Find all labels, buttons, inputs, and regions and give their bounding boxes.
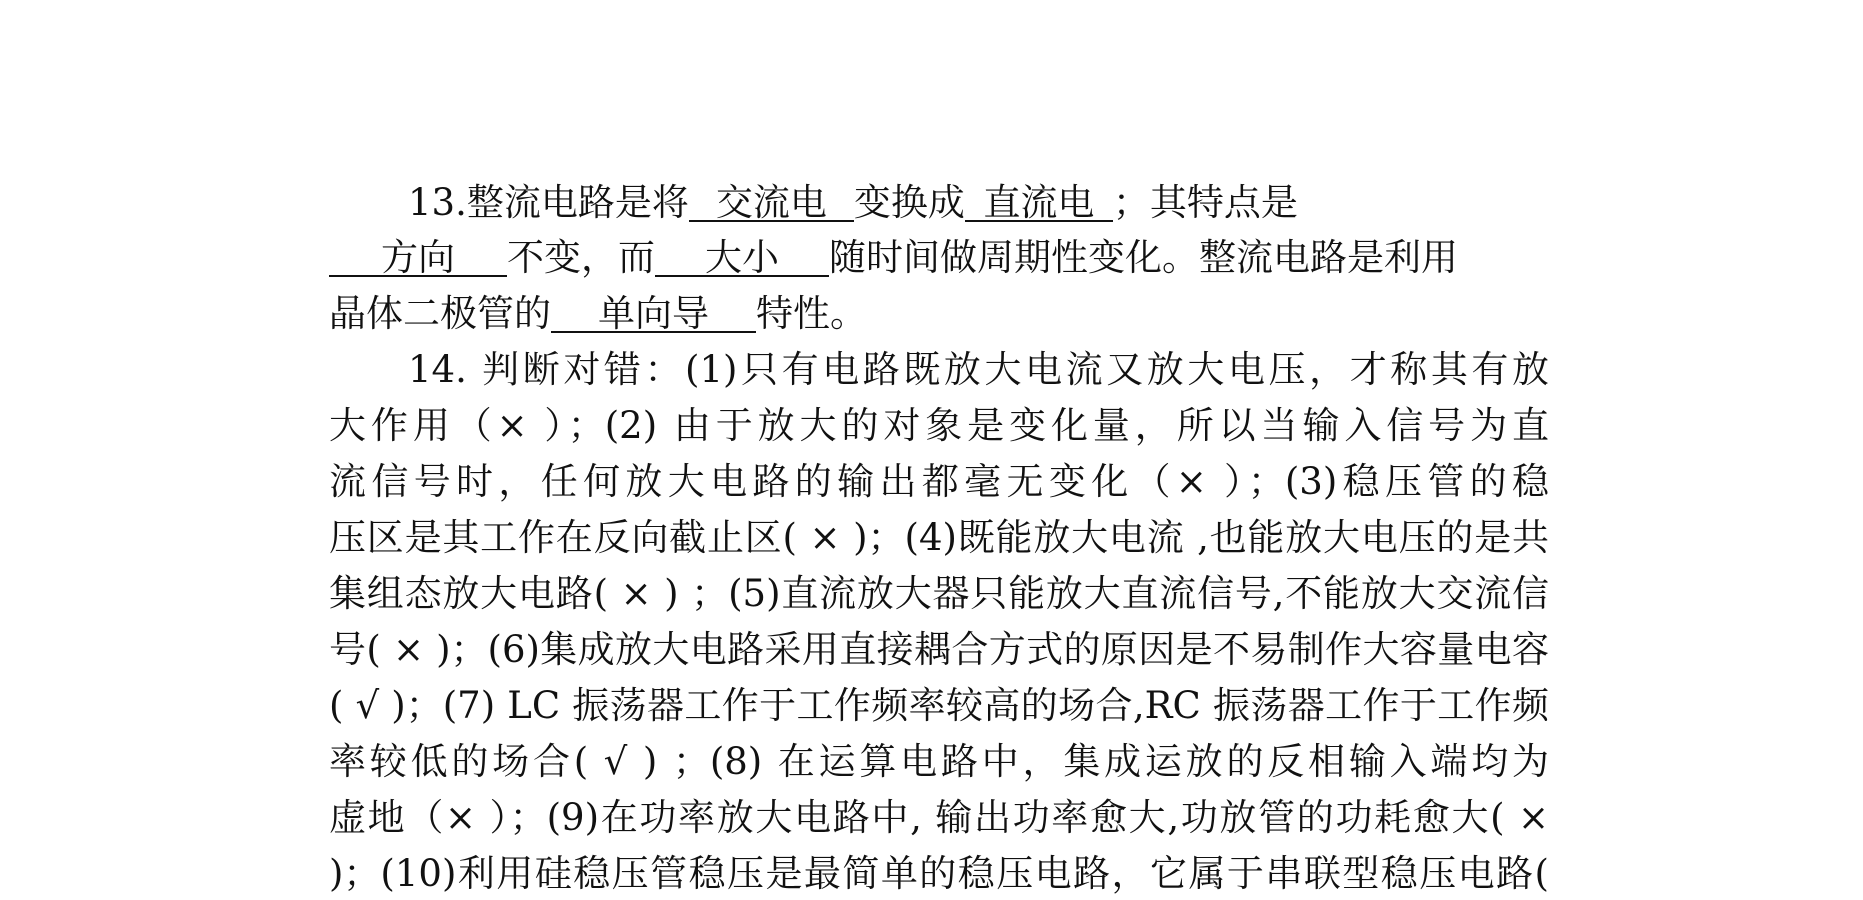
q14-line-3: 流信号时，任何放大电路的输出都毫无变化（× ）；(3)稳压管的稳 <box>329 460 1549 503</box>
q14-line-4: 压区是其工作在反向截止区( × )；(4)既能放大电流 ,也能放大电压的是共 <box>329 516 1549 559</box>
q14-line-8: 率较低的场合( √ ) ；(8) 在运算电路中，集成运放的反相输入端均为 <box>329 740 1549 783</box>
q13-blank-5: 单向导 <box>551 297 756 333</box>
q13-blank-2: 直流电 <box>965 186 1113 222</box>
q13-text-2: 变换成 <box>853 181 965 224</box>
q13-text-5: 随时间做周期性变化。整流电路是利用 <box>829 236 1458 279</box>
q13-blank-4: 大小 <box>655 241 829 277</box>
q13-text-1: 整流电路是将 <box>466 181 689 224</box>
q13-blank-3: 方向 <box>329 241 507 277</box>
q13-number: 13. <box>408 181 467 224</box>
q13-line-2 <box>329 238 1549 278</box>
q13-text-6: 晶体二极管的 <box>329 292 551 335</box>
q13-blank-1: 交流电 <box>689 186 854 222</box>
q13-text-7: 特性。 <box>756 292 867 335</box>
q14-line-9: 虚地（× ）；(9)在功率放大电路中, 输出功率愈大,功放管的功耗愈大( × <box>329 796 1549 839</box>
q14-line-6: 号( × )；(6)集成放大电路采用直接耦合方式的原因是不易制作大容量电容 <box>329 628 1549 671</box>
q13-text-4: 不变，而 <box>507 236 655 279</box>
q14-line-1: 14. 判断对错：(1)只有电路既放大电流又放大电压，才称其有放 <box>408 348 1549 391</box>
q13-text-3: ；其特点是 <box>1112 181 1298 224</box>
q14-line-5: 集组态放大电路( × ) ；(5)直流放大器只能放大直流信号,不能放大交流信 <box>329 572 1549 615</box>
q13-line-3 <box>329 294 1549 334</box>
q14-line-10: )；(10)利用硅稳压管稳压是最简单的稳压电路，它属于串联型稳压电路( <box>329 852 1549 895</box>
q13-line-1 <box>408 183 1549 223</box>
q14-line-2: 大作用（× ）；(2) 由于放大的对象是变化量，所以当输入信号为直 <box>329 404 1549 447</box>
q14-line-7: ( √ )；(7) LC 振荡器工作于工作频率较高的场合,RC 振荡器工作于工作频 <box>329 684 1549 727</box>
